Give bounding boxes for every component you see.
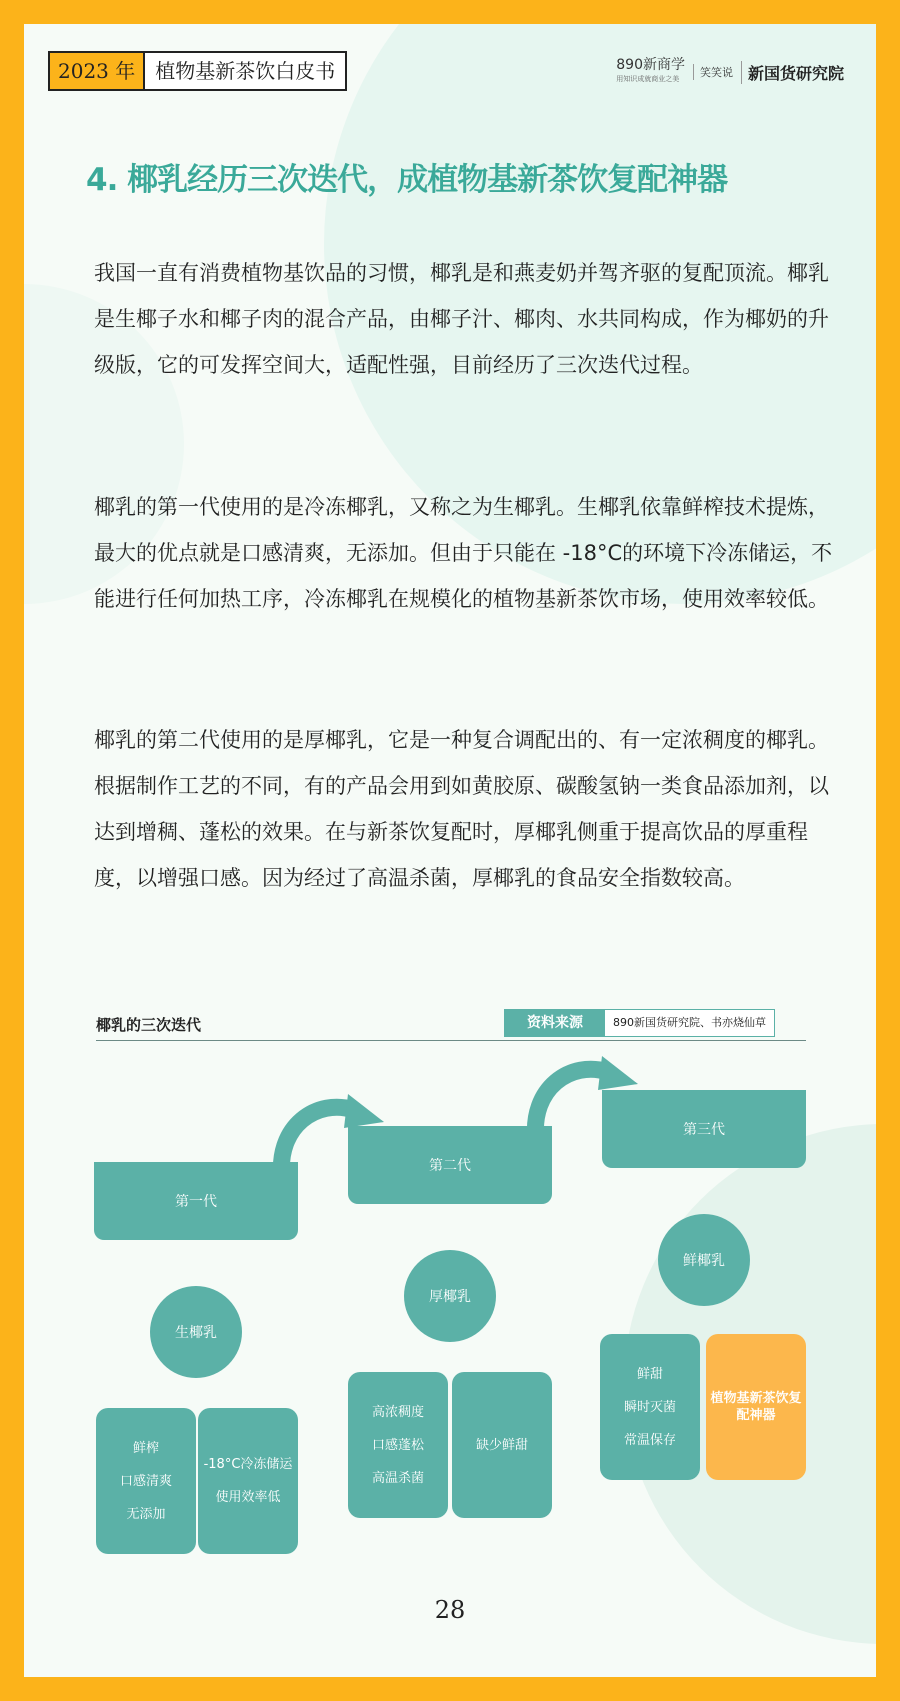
figure-title: 椰乳的三次迭代 [96, 1016, 202, 1034]
card-item: 口感蓬松 [371, 1437, 424, 1453]
gen1-product-circle: 生椰乳 [150, 1286, 242, 1378]
card-item: 常温保存 [623, 1432, 676, 1448]
logo-890 [616, 58, 685, 86]
gen3-card-pros [600, 1334, 700, 1480]
card-item: -18°C冷冻储运 [203, 1457, 293, 1472]
gen1-card-pros [96, 1408, 196, 1554]
paragraph-first-gen: 椰乳的第一代使用的是冷冻椰乳，又称之为生椰乳。生椰乳依靠鲜榨技术提炼，最大的优点就是口感清爽，无添加。但由于只能在 -18°C的环境下冷冻储运，不能进行任何加热工序，冷冻椰乳在规模化的植物基新茶饮市场，使用效率较低。 [94, 495, 833, 611]
card-item: 使用效率低 [215, 1490, 281, 1505]
gen2-product-circle: 厚椰乳 [404, 1250, 496, 1342]
gen3-box: 第三代 [602, 1090, 806, 1168]
page-number: 28 [434, 1596, 466, 1624]
source-value: 890新国货研究院、书亦烧仙草 [605, 1010, 774, 1036]
logo-partner: 笑笑说 [693, 64, 733, 80]
card-item: 高温杀菌 [371, 1470, 424, 1486]
report-title: 植物基新茶饮白皮书 [145, 53, 345, 89]
card-item: 植物基新茶饮复配神器 [710, 1391, 802, 1423]
gen3-product-circle: 鲜椰乳 [658, 1214, 750, 1306]
card-item: 瞬时灭菌 [623, 1399, 676, 1415]
card-item: 鲜甜 [636, 1366, 663, 1382]
source-label: 资料来源 [505, 1010, 605, 1036]
report-tag [48, 51, 347, 91]
gen2-card-cons [452, 1372, 552, 1518]
paragraph-intro: 我国一直有消费植物基饮品的习惯，椰乳是和燕麦奶并驾齐驱的复配顶流。椰乳是生椰子水和椰子肉的混合产品，由椰子汁、椰肉、水共同构成，作为椰奶的升级版，它的可发挥空间大，适配性强，目前经历了三次迭代过程。 [94, 261, 829, 377]
paragraph-second-gen: 椰乳的第二代使用的是厚椰乳，它是一种复合调配出的、有一定浓稠度的椰乳。根据制作工艺的不同，有的产品会用到如黄胶原、碳酸氢钠一类食品添加剂，以达到增稠、蓬松的效果。在与新茶饮复配时，厚椰乳侧重于提高饮品的厚重程度，以增强口感。因为经过了高温杀菌，厚椰乳的食品安全指数较高。 [94, 728, 829, 890]
figure-source [504, 1009, 775, 1037]
logo-890-text: 890新商学 [616, 57, 685, 73]
logo-890-tagline: 用知识成就商业之美 [616, 75, 680, 83]
section-title: 4. 椰乳经历三次迭代，成植物基新茶饮复配神器 [86, 162, 728, 198]
gen3-card-highlight [706, 1334, 806, 1480]
gen1-box: 第一代 [94, 1162, 298, 1240]
card-item: 高浓稠度 [371, 1404, 424, 1420]
report-year: 2023 年 [50, 53, 145, 89]
page [24, 24, 876, 1677]
card-item: 鲜榨 [132, 1440, 159, 1456]
logo-institute: 新国货研究院 [741, 61, 844, 84]
gen2-box: 第二代 [348, 1126, 552, 1204]
gen2-card-pros [348, 1372, 448, 1518]
gen1-card-cons [198, 1408, 298, 1554]
figure-divider [96, 1040, 806, 1041]
card-item: 缺少鲜甜 [475, 1437, 528, 1453]
card-item: 口感清爽 [119, 1473, 172, 1489]
card-item: 无添加 [126, 1506, 166, 1522]
logo-group [616, 58, 844, 86]
